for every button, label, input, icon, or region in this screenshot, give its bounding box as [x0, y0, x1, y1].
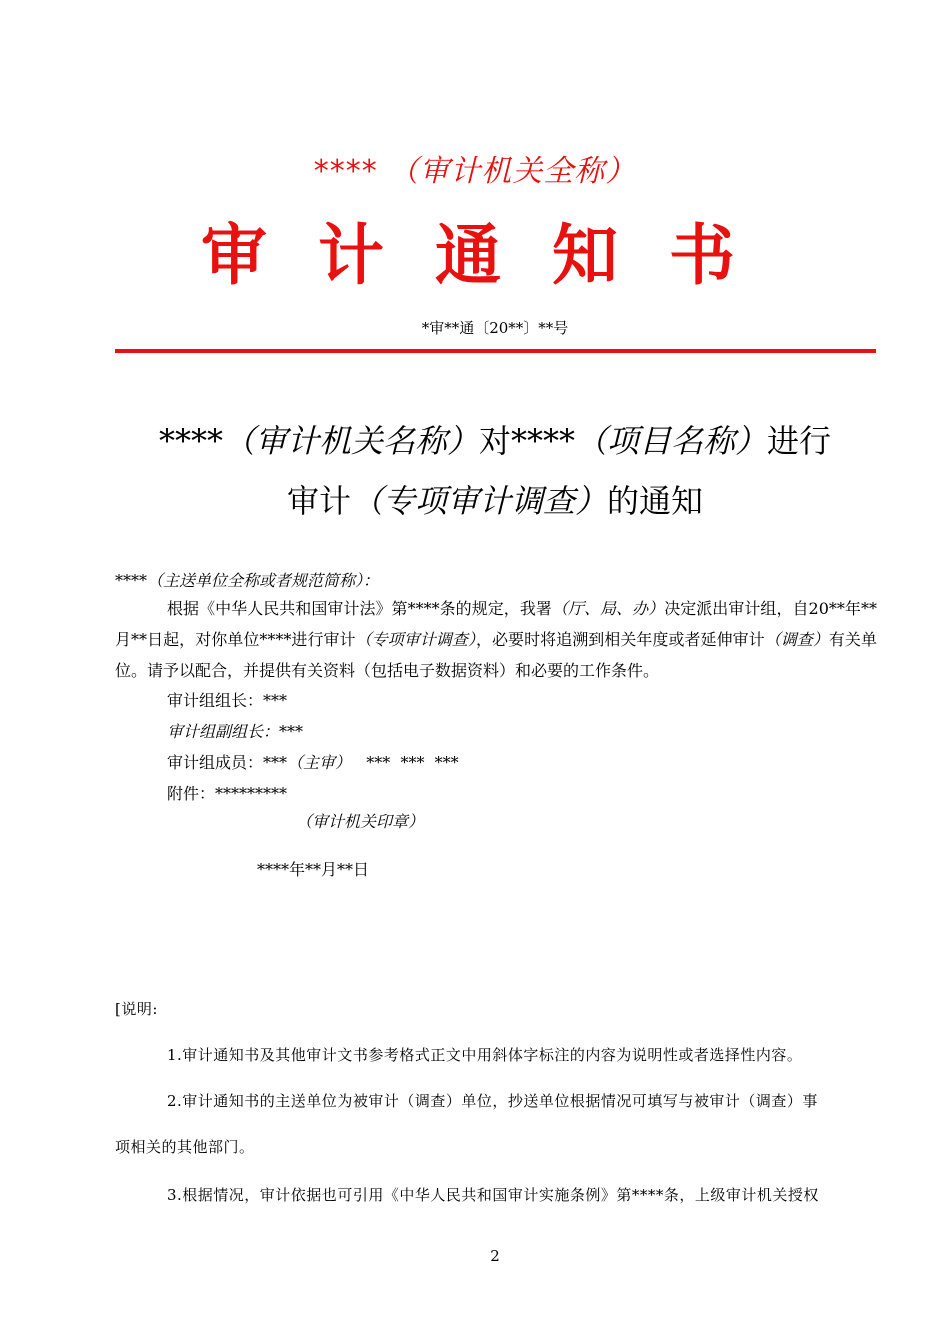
- body-italic-text: （专项审计调查）: [355, 630, 476, 649]
- note-item-1: 1.审计通知书及其他审计文书参考格式正文中用斜体字标注的内容为说明性或者选择性内容。: [167, 1046, 803, 1064]
- document-number: *审**通〔20**〕**号: [421, 319, 569, 337]
- issuing-agency-name: **** （审计机关全称）: [313, 154, 637, 189]
- body-italic-text: （调查）: [764, 630, 829, 649]
- subject-text: 的通知: [607, 482, 704, 520]
- salutation: [115, 565, 379, 596]
- body-paragraph: [115, 593, 877, 686]
- page-number: 2: [490, 1247, 500, 1265]
- salutation-italic-text: （主送单位全称或者规范简称）：: [147, 571, 380, 590]
- document-title: 审 计 通 知 书: [201, 217, 749, 294]
- body-text: 根据《中华人民共和国审计法》第****条的规定，我署: [167, 599, 552, 618]
- subject-text: ****: [158, 422, 223, 460]
- subject-line-2: [0, 476, 950, 522]
- note-item-2: 2.审计通知书的主送单位为被审计（调查）单位，抄送单位根据情况可填写与被审计（调查）事: [167, 1092, 818, 1110]
- members-text: *** *** ***: [351, 753, 459, 772]
- red-divider-line: [115, 349, 876, 353]
- members-text: 审计组成员：***: [167, 753, 288, 772]
- subject-text: 进行: [767, 422, 832, 460]
- attachment-line: 附件：*********: [167, 784, 288, 803]
- subject-text: 审计: [286, 482, 351, 520]
- note-item-2-continuation: 项相关的其他部门。: [115, 1138, 255, 1156]
- team-leader-line: 审计组组长：***: [167, 691, 288, 710]
- issue-date: ****年**月**日: [257, 860, 370, 879]
- salutation-text: ****: [115, 571, 147, 590]
- seal-placeholder: （审计机关印章）: [296, 812, 425, 831]
- body-text: 有关单位。请予以配合，并提供有关资料（包括电子数据资料）和必要的工作条件。: [115, 630, 877, 680]
- subject-line-1: [0, 416, 950, 462]
- body-italic-text: （厅、局、办）: [551, 599, 665, 618]
- subject-text: 对****: [478, 422, 575, 460]
- team-members-line: [167, 747, 459, 778]
- note-item-3: 3.根据情况，审计依据也可引用《中华人民共和国审计实施条例》第****条，上级审计机关授权: [167, 1186, 819, 1204]
- body-text: ，必要时将追溯到相关年度或者延伸审计: [475, 630, 765, 649]
- deputy-leader-line: 审计组副组长：***: [167, 722, 304, 741]
- members-italic-text: （主审）: [287, 753, 352, 772]
- body-text: 决定派出审计组，自20**年**月**日起，对你单位****进行审计: [115, 599, 877, 649]
- notes-heading: [说明:: [115, 1000, 158, 1018]
- subject-italic-text: （专项审计调查）: [350, 482, 607, 520]
- subject-italic-text: （项目名称）: [575, 422, 768, 460]
- subject-italic-text: （审计机关名称）: [222, 422, 479, 460]
